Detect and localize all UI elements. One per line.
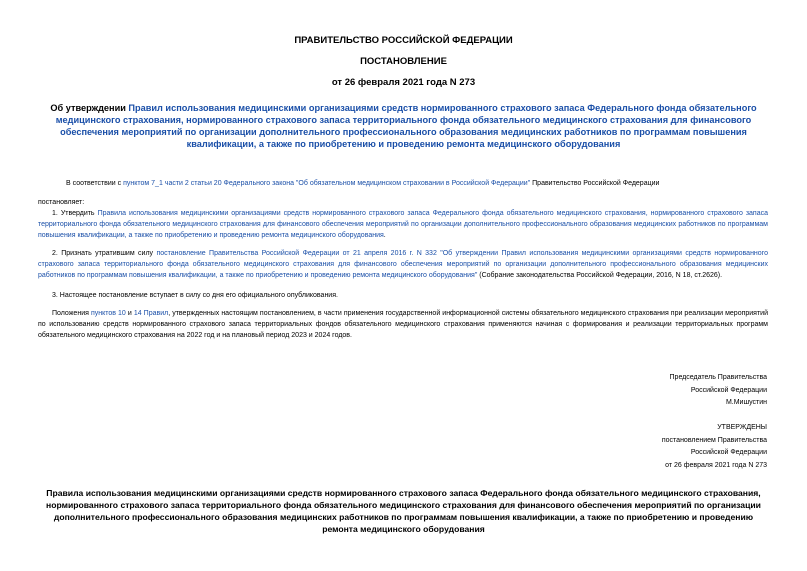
provisions-mid: и — [125, 310, 134, 317]
item-1-paragraph — [38, 208, 768, 241]
item-1-prefix: 1. Утвердить — [52, 210, 98, 217]
rules-title: Правила использования медицинскими организациями средств нормированного страхового запаса Федерального фонда обязательного медицинского страхования, нормированного страхового запаса территориального фонда обязательного медицинского страхования для финансового обеспечения мероприятий по организации дополнительного профессионального образования медицинских работников по программам повышения квалификации, а также по приобретению и проведению ремонта медицинского оборудования — [46, 488, 761, 534]
point-14-rules-link[interactable]: 14 Правил — [133, 310, 169, 317]
signature-country: Российской Федерации — [690, 386, 767, 394]
law-article-link[interactable]: пунктом 7_1 части 2 статьи 20 Федерального закона "Об обязательном медицинском страховании в Российской Федерации" — [123, 180, 531, 187]
provisions-suffix: , утвержденных настоящим постановлением, в части применения государственной информационной системы обязательного медицинского страхования при реализации мероприятий по использованию средств нормированного страхового запаса территориальных фондов обязательного медицинского страхования применяются начиная с формирования и реализации территориальных программ обязательного медицинского страхования на 2022 год и на плановый период 2023 и 2024 годов. — [38, 310, 768, 339]
approval-date: от 26 февраля 2021 года N 273 — [665, 461, 767, 469]
item-2-paragraph — [38, 248, 768, 281]
approval-title: УТВЕРЖДЕНЫ — [717, 424, 767, 431]
decides-label: постановляет: — [38, 199, 85, 206]
item-3-paragraph: 3. Настоящее постановление вступает в силу со дня его официального опубликования. — [52, 292, 338, 299]
signature-block — [670, 372, 767, 410]
item-2-suffix: (Собрание законодательства Российской Федерации, 2016, N 18, ст.2626). — [477, 272, 723, 279]
item-1-rules-link[interactable]: Правила использования медицинскими организациями средств нормированного страхового запаса Федерального фонда обязательного медицинского страхования, нормированного страхового запаса территориального фонда обязательного медицинского страхования для финансового обеспечения мероприятий по организации дополнительного профессионального образования медицинских работников по программам повышения квалификации, а также по приобретению и проведению ремонта медицинского оборудования — [38, 210, 768, 239]
title-prefix: Об утверждении — [50, 103, 129, 113]
document-type-heading: ПОСТАНОВЛЕНИЕ — [360, 56, 447, 67]
provisions-paragraph — [38, 308, 768, 341]
item-1-suffix: . — [383, 232, 386, 239]
approval-block — [662, 422, 767, 472]
government-heading: ПРАВИТЕЛЬСТВО РОССИЙСКОЙ ФЕДЕРАЦИИ — [294, 35, 513, 46]
approval-by: постановлением Правительства — [661, 436, 767, 444]
preamble-prefix: В соответствии с — [66, 180, 124, 187]
title-rules-link[interactable]: Правил использования медицинскими организациями средств нормированного страхового запаса Федерального фонда обязательного медицинского страхования, нормированного страхового запаса территориального фонда обязательного медицинского страхования для финансового обеспечения мероприятий по организации дополнительного профессионального образования медицинских работников по программам повышения квалификации, а также по приобретению и проведению ремонта медицинского оборудования — [55, 103, 757, 149]
item-2-prefix: 2. Признать утратившим силу — [52, 250, 157, 257]
document-title — [40, 102, 767, 150]
preamble-paragraph — [38, 178, 768, 189]
preamble-suffix: Правительство Российской Федерации — [530, 180, 660, 187]
point-10-link[interactable]: пунктов 10 — [90, 310, 126, 317]
approval-country: Российской Федерации — [690, 449, 767, 456]
date-number-heading: от 26 февраля 2021 года N 273 — [331, 77, 476, 88]
signature-position: Председатель Правительства — [669, 374, 767, 381]
provisions-prefix: Положения — [52, 310, 91, 317]
signature-name: М.Мишустин — [725, 399, 767, 406]
item-2-resolution-link[interactable]: постановление Правительства Российской Федерации от 21 апреля 2016 г. N 332 "Об утверждении Правил использования медицинскими организациями средств нормированного страхового запаса территориального фонда обязательного медицинского страхования для финансового обеспечения мероприятий по организации дополнительного профессионального образования медицинских работников по программам повышения квалификации, а также по приобретению и проведению ремонта медицинского оборудования" — [38, 250, 768, 279]
